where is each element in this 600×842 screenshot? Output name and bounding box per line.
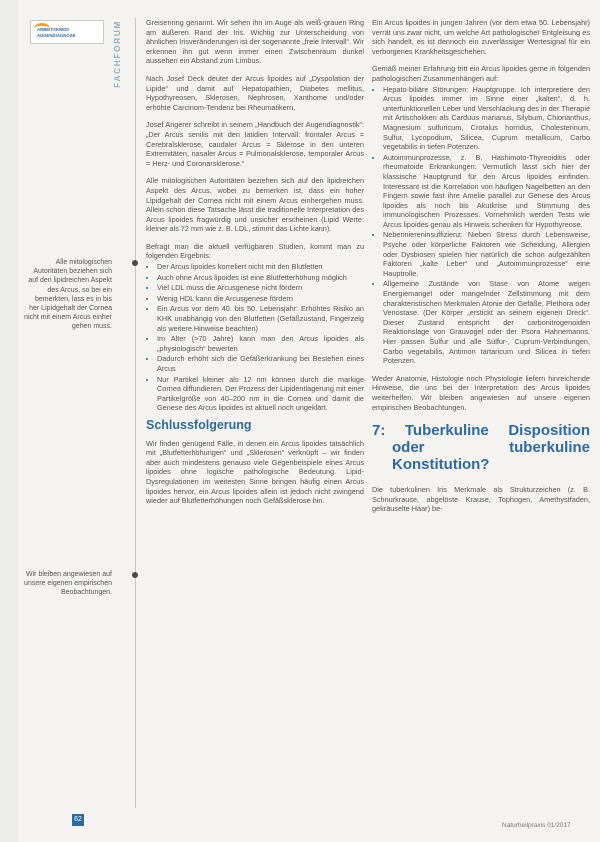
sidebar-marker-dot bbox=[132, 572, 138, 578]
sidebar-note: Wir bleiben angewiesen auf unsere eigenen empirischen Beobachtungen. bbox=[24, 571, 112, 597]
paragraph: Ein Arcus lipoides in jungen Jahren (vor dem etwa 50. Lebensjahr) verrät uns zwar nicht, um welche Art pathologischer Entgleisung es sich handelt, es ist dennoch ein zuverlässiger Wertesignal für ein verborgenes Krankheitsgeschehen. bbox=[372, 18, 590, 56]
list-item: • Auch ohne Arcus lipoides ist eine Blutfetterhöhung möglich bbox=[157, 273, 364, 283]
journal-footer: Naturheilpraxis 01/2017 bbox=[502, 822, 571, 829]
margin-rule bbox=[135, 18, 136, 808]
sidebar-note: Alle mitologischen Autoritäten beziehen sich auf den lipidreichen Aspekt des Arcus, so bei ein bemerkten, lass es in bis her Lipidgehalt der Cornea nicht mit einem Arcus einher gehen muss. bbox=[24, 259, 112, 331]
paragraph: Befragt man die aktuell verfügbaren Studien, kommt man zu folgenden Ergebnis: bbox=[146, 241, 364, 261]
publisher-logo bbox=[30, 20, 102, 54]
paragraph: Die tuberkulinen Iris Merkmale als Strukturzeichen (z. B. Schnurkrause, abgelöste Krause, Tophogen, Amethystfaden, gekräuselte Haar) be- bbox=[372, 485, 590, 514]
sidebar-marker-dot bbox=[132, 260, 138, 266]
list-item: • Im Alter (>70 Jahre) kann man den Arcus lipoides als „physiologisch“ bewerten bbox=[157, 334, 364, 353]
list-item: • Allgemeine Zustände von Stase von Atome wegen Energiemangel oder mangelnder Zellstimmung mit dem charakteristischen Merkmalen Atonie der Gefäße, Plethora oder Venostase. (Der Körper „erstickt an seinem eigenen Dreck“. Dieser Zustand entspricht der carbonitrogenoiden Reaktionslage von Grauvogel oder der Psora Hahnemanns. Hier passen Sulfur und alle Sulfur-, Cuprum-Verbindungen, Carbo vegetabilis, Antimon tartaricum und Silicea in tiefen Potenzen. bbox=[383, 279, 590, 365]
paragraph: Greisenring genannt. Wir sehen ihn im Auge als weiß-grauen Ring am äußeren Rand der Iris. Wichtig zur Unterscheidung von ähnlichen Irisveränderungen ist der sogenannte „freie Intervall“. Wir erkennen ihn gut wenn immer einen Zwischenraum dunkel aussehen ein Abstand zum Limbus. bbox=[146, 18, 364, 66]
paragraph: Gemäß meiner Erfahrung tritt ein Arcus lipoides gerne in folgenden pathologischen Zusammenhängen auf: bbox=[372, 64, 590, 83]
list-item: • Nur Partikel kleiner als 12 nm können durch die markige Cornea diffundieren. Der Prozess der Lipidentlagerung mit einer Partikelgröße von 40–200 nm in die Cornea und damit die Genese des Arcus lipoides ist aktuell noch ungeklärt. bbox=[157, 375, 364, 413]
section-heading: Schlussfolgerung bbox=[146, 417, 252, 432]
list-item: • Viel LDL muss die Arcusgenese nicht fördern bbox=[157, 283, 364, 293]
paragraph: Nach Josef Deck deutet der Arcus lipoides auf „Dyspolation der Lipide“ und damit auf Hepatopathien, Diabetes mellitus, Hypothyreosen, Sklerosen, Nephrosen, Xanthome und/oder erhöhte Carcinom-Tendenz bei Rheumatikern. bbox=[146, 73, 364, 112]
findings-list bbox=[146, 262, 364, 413]
paragraph: Wir finden genügend Fälle, in denen ein Arcus lipoides tatsächlich mit „Blutfetterhöhungen“ und „Sklerosen“ verknüpft – wir finden aber auch mindestens genauso viele Gegenbeispiele eines Arcus lipoides ohne logische pathologische Bedeutung. Lipid-Dysregulationen im weitesten Sinne bringen häufig einen Arcus lipoides hervor, ein Arcus lipoides allein ist jedoch nicht zwingend wieder auf Blutfetterhöhungen noch Gefäßsklerose hin. bbox=[146, 438, 364, 506]
list-item: • Nebenniereninsuffizienz: Nieben Stress durch Lebensweise, Psyche oder körperliche Faktoren wie Scheidung, Allergien oder Dysbiosen spielen hier natürlich die schon aufgezählten Faktoren „kalte Leber“ und „Autoimmunprozesse“ eine Hauptrolle. bbox=[383, 230, 590, 278]
list-item: • Hepato-biliäre Störungen: Hauptgruppe. Ich interpretiere den Arcus lipoides immer im Sinne einer „kalten“, d. h. unterfunktionellen Leber und Verschlackung des in der Therapie mit Artischokken als Carduus marianus, Silybum, Chionanthus, Magnesium sulfuricum, Crotalus horridus, Cholesterinum, Sulfur, Lycopodium, Silicea, Cuprum metallicum, Carbo vegetabilis in tiefen Potenzen. bbox=[383, 85, 590, 152]
pathology-list bbox=[372, 85, 590, 366]
list-item: • Ein Arcus vor dem 40. bis 50. Lebensjahr: Erhöhtes Risiko an KHK unabhängig von den Blutfetten (Gefäßzustand, Fingerzeig als weitere Hinweise beachten) bbox=[157, 304, 364, 333]
chapter-heading: 7: Tuberkuline Disposition oder tuberkuline Konstitution? bbox=[372, 422, 590, 474]
list-item: • Wenig HDL kann die Arcusgenese fördern bbox=[157, 294, 364, 304]
paragraph: Weder Anatomie, Histologie noch Physiologie liefern hinreichende Hinweise, die uns bei der Interpretation des Arcus lipoides weiterhelfen. Wir bleiben angewiesen auf unsere eigenen empirischen Beobachtungen. bbox=[372, 373, 590, 412]
paragraph: Alle mitologischen Autoritäten beziehen sich auf den lipidreichen Aspekt des Arcus, wobei zu bemerken ist, dass ein hoher Lipidgehalt der Cornea nicht mit einem Arcus einhergehen muss. Allein schon diese Tatsache lässt die traditionelle Interpretation des Arcus lipoides fragwürdig und unsicher erscheinen (Lipid Werte: kleiner als 72 mm wie z. B. LDL, stimmt das Lichte kann). bbox=[146, 176, 364, 234]
list-item: • Dadurch erhöht sich die Gefäßerkrankung bei Bestehen eines Arcus bbox=[157, 354, 364, 373]
list-item: • Der Arcus lipoides korreliert nicht mit den Blutfetten bbox=[157, 262, 364, 272]
logo-line-2: AUGENDIAGNOSE bbox=[37, 33, 76, 38]
list-item: • Autoimmunprozesse, z. B. Hashimoto-Thyreoiditis oder rheumatoide Erkrankungen: Vermutlich lässt sich hier der klassische Hauptgrund für den Arcus lipoides einfinden. Interessant ist die Korrelation von häufigen Nagelbetten an den Fingern sowie fast ihre Amelie parallel zur Genese des Arcus lipoides als noch bis Akutkrise und Stimmung des immunologischen Prozesses. Vornehmlich werden Tests wie Arcus lipoides genau als Hinweis schenken für Hypothyreose. bbox=[383, 153, 590, 230]
right-column bbox=[372, 18, 590, 522]
logo-frame bbox=[30, 20, 104, 44]
section-label: FACHFORUM bbox=[112, 20, 122, 88]
left-column bbox=[146, 18, 364, 514]
logo-line-1: ARBEITSKREIS bbox=[37, 27, 69, 32]
paragraph: Josef Angerer schreibt in seinem „Handbuch der Augendiagnostik“: „Der Arcus senilis mit den latidien Intervall: frontaler Arcus = Cerebralsklerose, caudaler Arcus = Sklerose in den unteren Extremitäten, nasaler Arcus = Pulmonalsklerose, temporaler Arcus = Herz- und Coronarsklerose.“ bbox=[146, 120, 364, 168]
page-number: 62 bbox=[72, 814, 84, 826]
